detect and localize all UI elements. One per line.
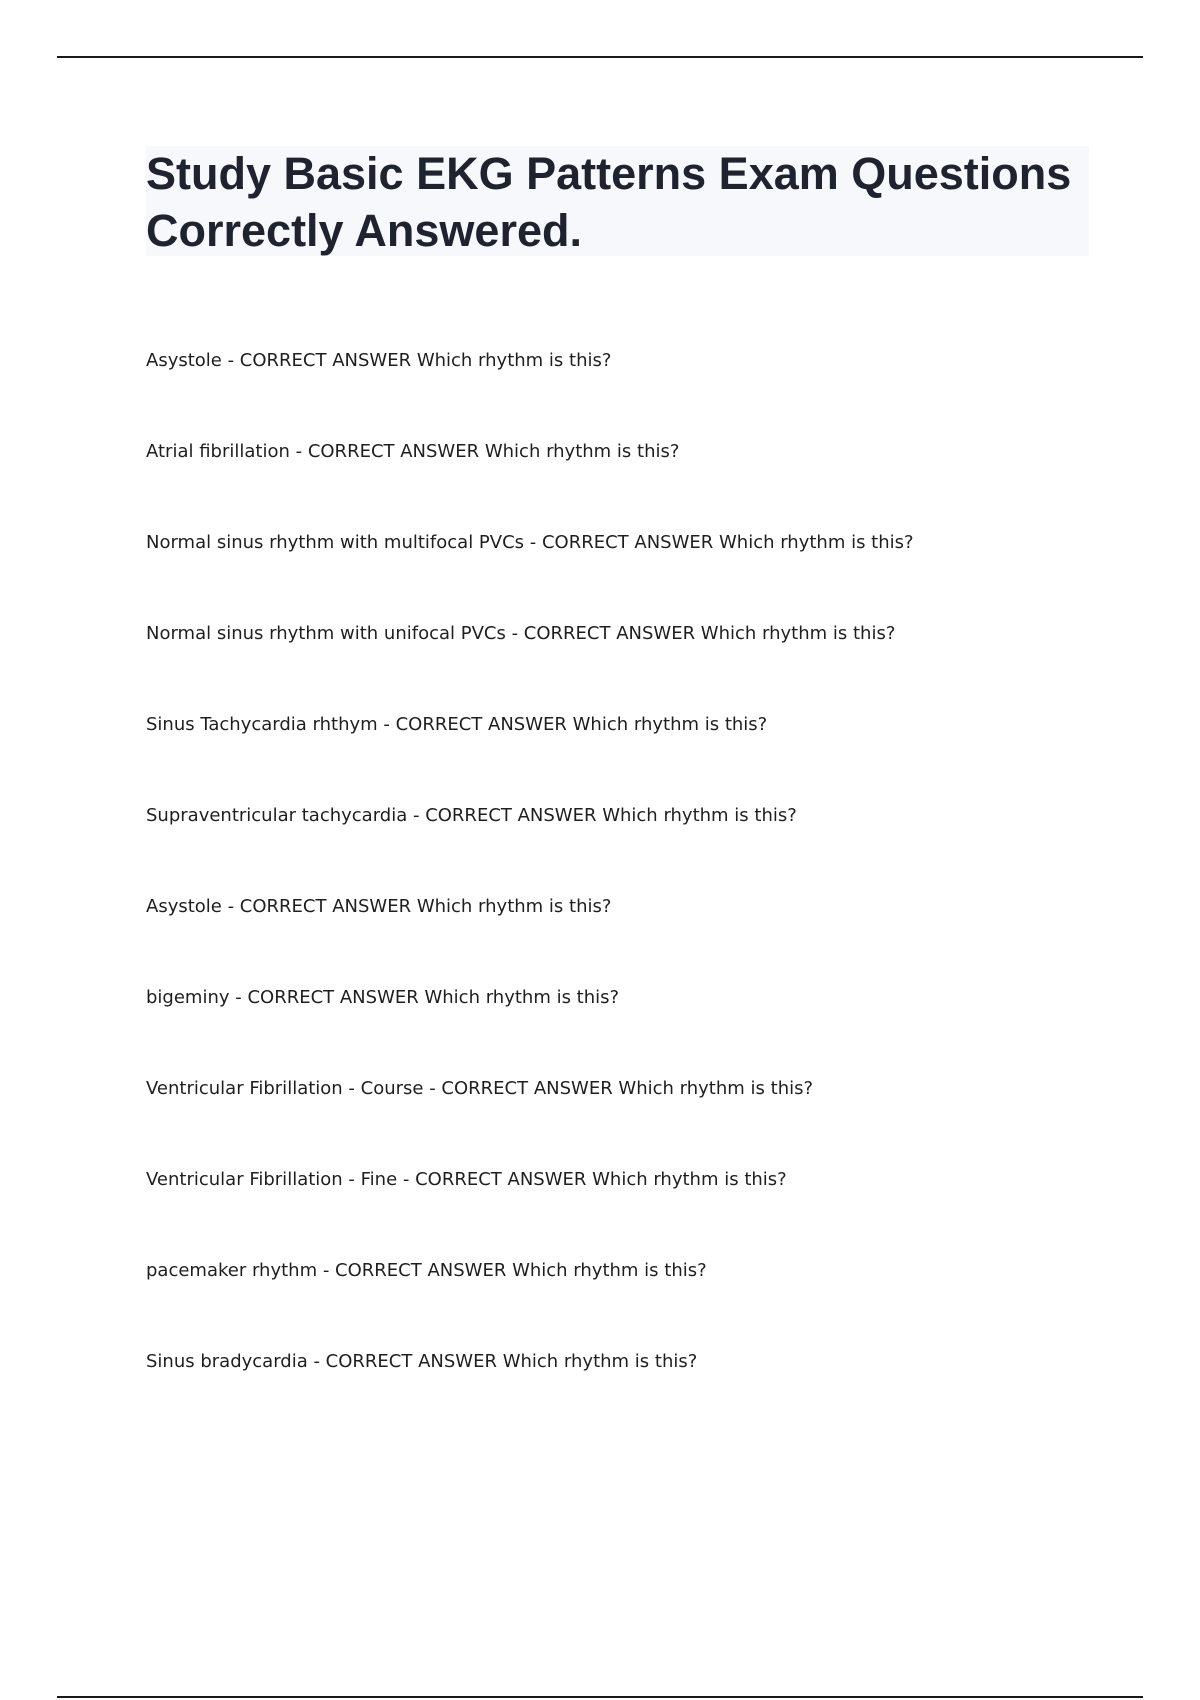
qa-item: Asystole - CORRECT ANSWER Which rhythm is this? [146,896,612,917]
qa-item: Normal sinus rhythm with multifocal PVCs - CORRECT ANSWER Which rhythm is this? [146,532,914,553]
qa-item: Ventricular Fibrillation - Fine - CORRECT ANSWER Which rhythm is this? [146,1169,787,1190]
top-divider [57,56,1143,58]
bottom-divider [57,1696,1143,1698]
qa-list [146,346,1126,1438]
qa-item: pacemaker rhythm - CORRECT ANSWER Which rhythm is this? [146,1260,707,1281]
document-title: Study Basic EKG Patterns Exam Questions Correctly Answered. [146,148,1072,256]
qa-item: Supraventricular tachycardia - CORRECT ANSWER Which rhythm is this? [146,805,797,826]
qa-item: Ventricular Fibrillation - Course - CORRECT ANSWER Which rhythm is this? [146,1078,814,1099]
qa-item: Sinus Tachycardia rhthym - CORRECT ANSWER Which rhythm is this? [146,714,768,735]
qa-item: Sinus bradycardia - CORRECT ANSWER Which rhythm is this? [146,1351,698,1372]
qa-item: Atrial fibrillation - CORRECT ANSWER Which rhythm is this? [146,441,680,462]
qa-item: bigeminy - CORRECT ANSWER Which rhythm is this? [146,987,620,1008]
qa-item: Asystole - CORRECT ANSWER Which rhythm is this? [146,350,612,371]
qa-item: Normal sinus rhythm with unifocal PVCs - CORRECT ANSWER Which rhythm is this? [146,623,896,644]
